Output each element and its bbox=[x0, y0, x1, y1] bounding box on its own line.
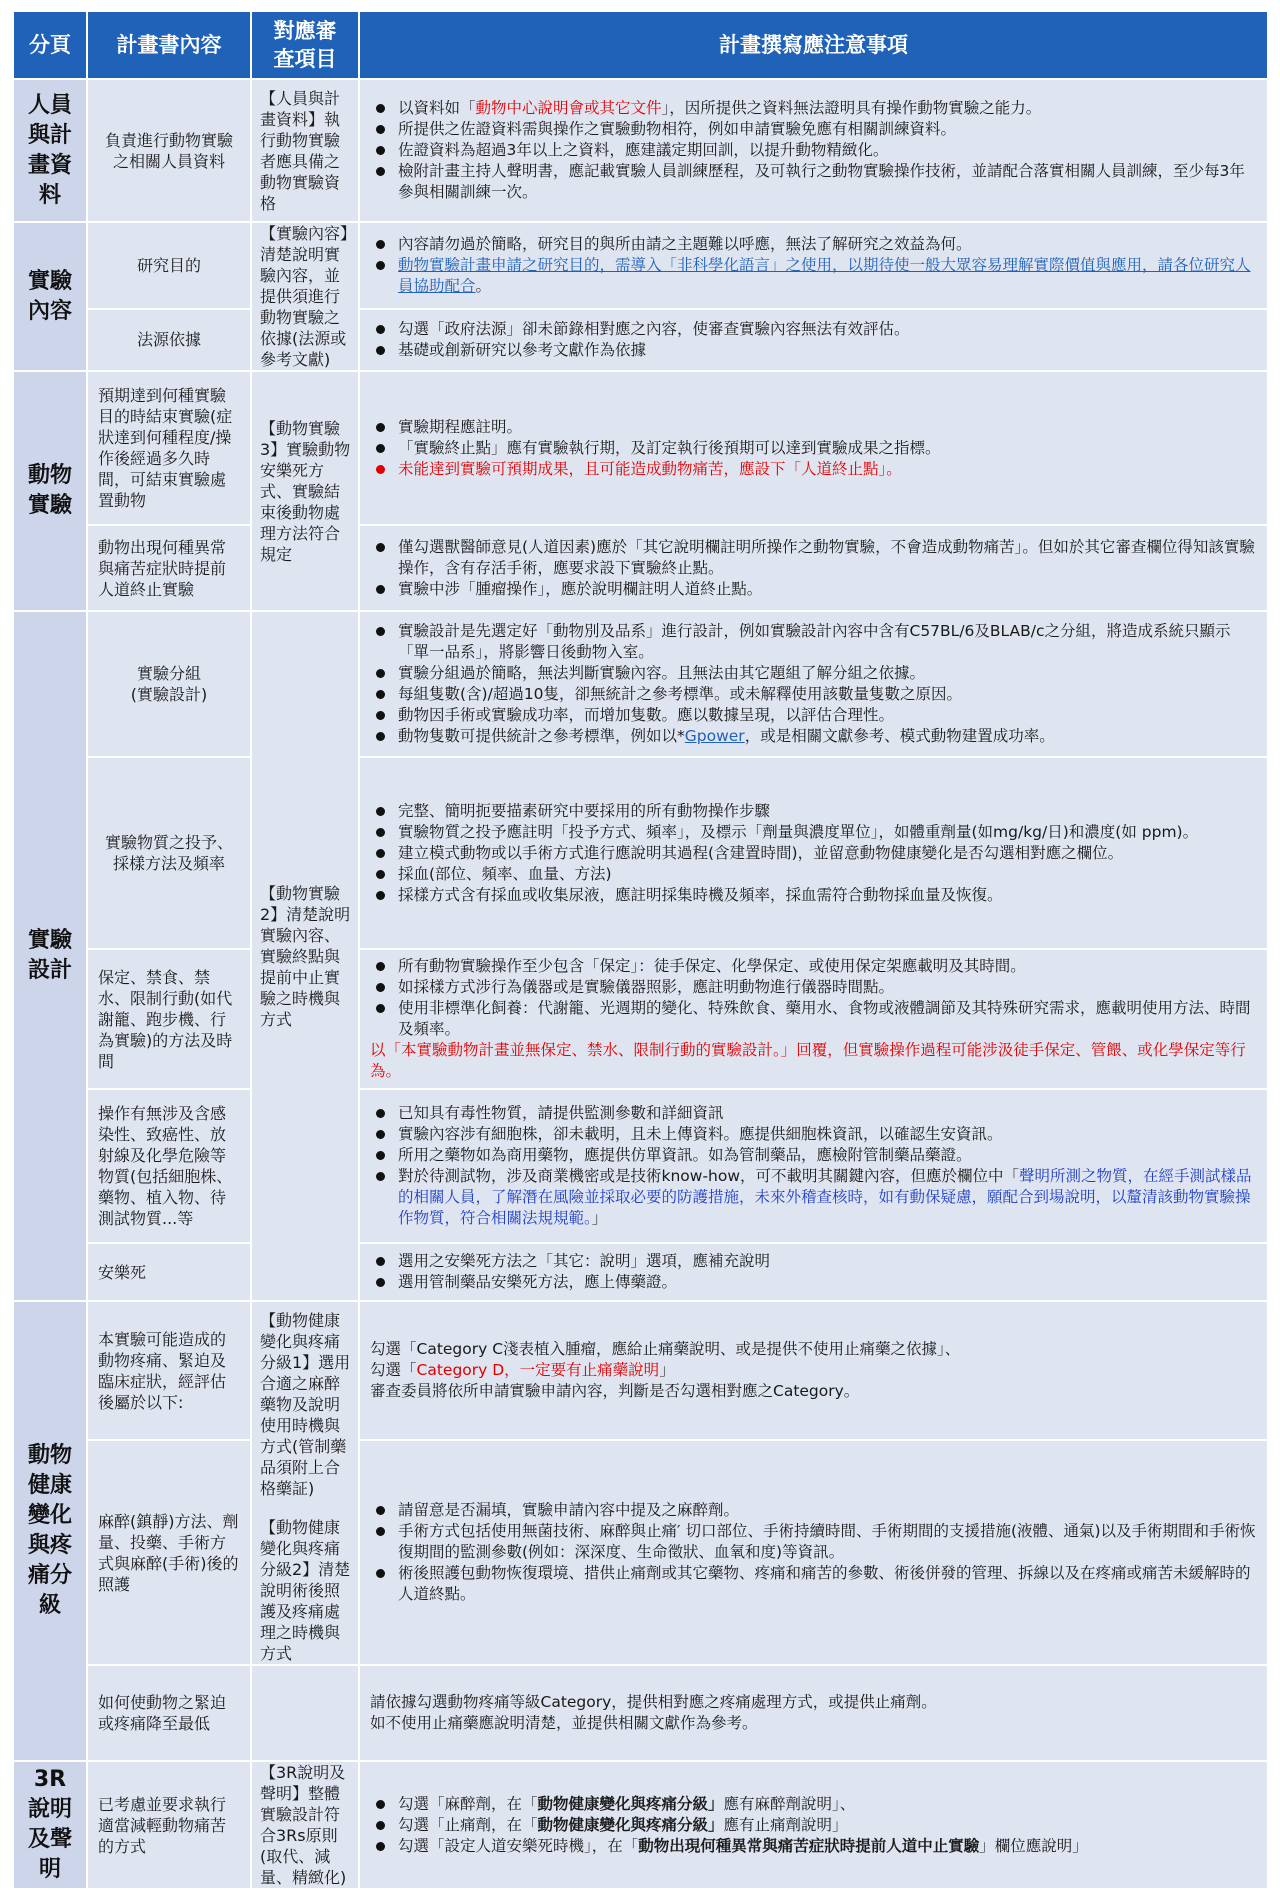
sec2-content-legal: 法源依據 bbox=[87, 309, 251, 371]
sec2-content-purpose: 研究目的 bbox=[87, 222, 251, 309]
sec4-notes-1 bbox=[359, 611, 1268, 757]
sec5-review-1: 【動物健康變化與疼痛分級1】選用合適之麻醉藥物及說明使用時機與方式(管制藥品須附上合格藥証) 【動物健康變化與疼痛分級2】清楚說明術後照護及疼痛處理之時機與方式 bbox=[251, 1301, 359, 1665]
sec6-notes bbox=[359, 1761, 1268, 1889]
sec3-review: 【動物實驗3】實驗動物安樂死方式、實驗結束後動物處理方法符合規定 bbox=[251, 371, 359, 611]
sec2-note-1: 內容請勿過於簡略，研究目的與所由請之主題難以呼應，無法了解研究之效益為何。 bbox=[370, 234, 1259, 255]
header-row bbox=[13, 11, 1268, 79]
sec4-note-10: 採樣方式含有採血或收集尿液，應註明採集時機及頻率，採血需符合動物採血量及恢復。 bbox=[370, 885, 1259, 906]
header-review-item: 對應審查項目 bbox=[251, 11, 359, 79]
sec4-note-1: 實驗設計是先選定好「動物別及品系」進行設計，例如實驗設計內容中含有C57BL/6及BLAB/c之分組，將造成系統只顯示「單一品系」，將影響日後動物入室。 bbox=[370, 621, 1259, 663]
sec2-review: 【實驗內容】清楚說明實驗內容，並提供須進行動物實驗之依據(法源或參考文獻) bbox=[251, 222, 359, 371]
sec5-row-2 bbox=[13, 1440, 1268, 1665]
sec4-note-9: 採血(部位、頻率、血量、方法) bbox=[370, 864, 1259, 885]
sec4-notes-5 bbox=[359, 1243, 1268, 1301]
sec3-content-endpoint: 預期達到何種實驗目的時結束實驗(症狀達到何種程度/操作後經過多久時間，可結束實驗處置動物 bbox=[87, 371, 251, 525]
gpower-link[interactable]: Gpower bbox=[684, 727, 745, 745]
header-notes: 計畫撰寫應注意事項 bbox=[359, 11, 1268, 79]
guideline-table bbox=[12, 10, 1269, 1890]
sec5-page: 動物健康變化與疼痛分級 bbox=[13, 1301, 87, 1761]
sec5-notes-3 bbox=[359, 1665, 1268, 1761]
sec1-content: 負責進行動物實驗之相關人員資料 bbox=[87, 79, 251, 222]
sec5-content-minimize: 如何使動物之緊迫或疼痛降至最低 bbox=[87, 1665, 251, 1761]
sec4-note-3: 每組隻數(含)/超過10隻，卻無統計之參考標準。或未解釋使用該數量隻數之原因。 bbox=[370, 684, 1259, 705]
sec4-note-15: 實驗內容涉有細胞株，卻未載明，且未上傳資料。應提供細胞株資訊，以確認生安資訊。 bbox=[370, 1124, 1259, 1145]
sec5-review-2-spacer bbox=[251, 1665, 359, 1761]
sec4-row-2 bbox=[13, 757, 1268, 949]
sec2-row-1 bbox=[13, 222, 1268, 309]
sec2-nonscience-language-link[interactable]: 動物實驗計畫申請之研究目的，需導入「非科學化語言」之使用，以期待使一般大眾容易理解實際價值與應用，請各位研究人員協助配合 bbox=[398, 255, 1251, 295]
sec1-note-1: 以資料如「動物中心說明會或其它文件」，因所提供之資料無法證明具有操作動物實驗之能力。 bbox=[370, 98, 1259, 119]
sec2-notes-1 bbox=[359, 222, 1268, 309]
sec6-review: 【3R說明及聲明】整體實驗設計符合3Rs原則(取代、減量、精緻化) bbox=[251, 1761, 359, 1889]
sec4-page: 實驗設計 bbox=[13, 611, 87, 1301]
sec4-note-17: 對於待測試物，涉及商業機密或是技術know-how，可不載明其關鍵內容，但應於欄位中「聲明所測之物質，在經手測試樣品的相關人員，了解潛在風險並採取必要的防護措施，未來外稽查核時，如有動保疑慮，願配合到場說明，以釐清該動物實驗操作物質，符合相關法規規範。」 bbox=[370, 1166, 1259, 1229]
sec2-note-3: 勾選「政府法源」卻未節錄相對應之內容，使審查實驗內容無法有效評估。 bbox=[370, 319, 1259, 340]
sec3-note-5: 實驗中涉「腫瘤操作」，應於說明欄註明人道終止點。 bbox=[370, 579, 1259, 600]
sec5-notes-1 bbox=[359, 1301, 1268, 1440]
sec1-note-2: 所提供之佐證資料需與操作之實驗動物相符，例如申請實驗免應有相關訓練資料。 bbox=[370, 119, 1259, 140]
sec3-notes-1 bbox=[359, 371, 1268, 525]
sec4-notes-2 bbox=[359, 757, 1268, 949]
sec1-page: 人員與計畫資料 bbox=[13, 79, 87, 222]
guideline-table-container bbox=[12, 10, 1267, 1890]
sec6-note-1: 勾選「麻醉劑，在「動物健康變化與疼痛分級」應有麻醉劑說明」、 bbox=[370, 1794, 1259, 1815]
sec4-note-14: 已知具有毒性物質，請提供監測參數和詳細資訊 bbox=[370, 1103, 1259, 1124]
sec6-content: 已考慮並要求執行適當減輕動物痛苦的方式 bbox=[87, 1761, 251, 1889]
sec1-note-3: 佐證資料為超過3年以上之資料，應建議定期回訓，以提升動物精緻化。 bbox=[370, 140, 1259, 161]
sec3-note-1: 實驗期程應註明。 bbox=[370, 417, 1259, 438]
sec4-note-11: 所有動物實驗操作至少包含「保定」：徒手保定、化學保定、或使用保定架應載明及其時間。 bbox=[370, 956, 1259, 977]
sec4-note-16: 所用之藥物如為商用藥物，應提供仿單資訊。如為管制藥品，應檢附管制藥品藥證。 bbox=[370, 1145, 1259, 1166]
sec2-notes-2 bbox=[359, 309, 1268, 371]
sec4-content-restraint: 保定、禁食、禁水、限制行動(如代謝籠、跑步機、行為實驗)的方法及時間 bbox=[87, 949, 251, 1089]
sec4-row-3 bbox=[13, 949, 1268, 1089]
sec3-row-2 bbox=[13, 525, 1268, 611]
sec4-note-7: 實驗物質之投予應註明「投予方式、頻率」，及標示「劑量與濃度單位」，如體重劑量(如mg/kg/日)和濃度(如 ppm)。 bbox=[370, 822, 1259, 843]
sec3-page: 動物實驗 bbox=[13, 371, 87, 611]
sec5-row-3 bbox=[13, 1665, 1268, 1761]
sec4-content-grouping: 實驗分組 (實驗設計) bbox=[87, 611, 251, 757]
sec1-row bbox=[13, 79, 1268, 222]
header-page: 分頁 bbox=[13, 11, 87, 79]
sec4-row-4 bbox=[13, 1089, 1268, 1243]
sec5-note-1: 勾選「Category C淺表植入腫瘤，應給止痛藥說明、或是提供不使用止痛藥之依據」、 bbox=[370, 1340, 961, 1359]
sec5-review-2: 【動物健康變化與疼痛分級2】清楚說明術後照護及疼痛處理之時機與方式 bbox=[260, 1518, 351, 1663]
sec4-note-6: 完整、簡明扼要描素研究中要採用的所有動物操作步驟 bbox=[370, 801, 1259, 822]
sec2-row-2 bbox=[13, 309, 1268, 371]
sec4-note-red: 以「本實驗動物計畫並無保定、禁水、限制行動的實驗設計。」回覆，但實驗操作過程可能涉汲徒手保定、管餵、或化學保定等行為。 bbox=[370, 1041, 1246, 1080]
sec5-notes-2 bbox=[359, 1440, 1268, 1665]
sec5-content-pain: 本實驗可能造成的動物疼痛、緊迫及臨床症狀，經評估後屬於以下: bbox=[87, 1301, 251, 1440]
sec5-note-6: 術後照護包動物恢復環境、措供止痛劑或其它藥物、疼痛和痛苦的參數、術後併發的管理、拆線以及在疼痛或痛苦未緩解時的人道終點。 bbox=[370, 1563, 1259, 1605]
sec6-row bbox=[13, 1761, 1268, 1889]
sec3-note-4: 僅勾選獸醫師意見(人道因素)應於「其它說明欄註明所操作之動物實驗，不會造成動物痛苦」。但如於其它審查欄位得知該實驗操作，含有存活手術，應要求設下實驗終止點。 bbox=[370, 537, 1259, 579]
sec4-notes-4 bbox=[359, 1089, 1268, 1243]
sec5-note-3: 審查委員將依所申請實驗申請內容，判斷是否勾選相對應之Category。 bbox=[370, 1382, 860, 1401]
sec1-notes bbox=[359, 79, 1268, 222]
sec2-page: 實驗內容 bbox=[13, 222, 87, 371]
sec4-note-12: 如採樣方式涉行為儀器或是實驗儀器照影，應註明動物進行儀器時間點。 bbox=[370, 977, 1259, 998]
sec5-note-7: 請依據勾選動物疼痛等級Category，提供相對應之疼痛處理方式，或提供止痛劑。 bbox=[370, 1693, 937, 1711]
sec5-note-8: 如不使用止痛藥應說明清楚，並提供相關文獻作為參考。 bbox=[370, 1714, 758, 1732]
sec4-note-5: 動物隻數可提供統計之參考標準，例如以*Gpower，或是相關文獻參考、模式動物建置成功率。 bbox=[370, 726, 1259, 747]
sec4-review: 【動物實驗2】清楚說明實驗內容、實驗終點與提前中止實驗之時機與方式 bbox=[251, 611, 359, 1301]
sec5-note-4: 請留意是否漏填，實驗申請內容中提及之麻醉劑。 bbox=[370, 1500, 1259, 1521]
sec4-content-euthanasia: 安樂死 bbox=[87, 1243, 251, 1301]
sec5-note-5: 手術方式包括使用無菌技術、麻醉與止痛′ 切口部位、手術持續時間、手術期間的支援措施(液體、通氣)以及手術期間和手術恢復期間的監測參數(例如：深深度、生命徵狀、血氧和度)等資訊。 bbox=[370, 1521, 1259, 1563]
sec4-note-13: 使用非標準化飼養：代謝籠、光週期的變化、特殊飲食、藥用水、食物或液體調節及其特殊研究需求，應載明使用方法、時間及頻率。 bbox=[370, 998, 1259, 1040]
header-plan-content: 計畫書內容 bbox=[87, 11, 251, 79]
sec3-notes-2 bbox=[359, 525, 1268, 611]
sec5-row-1 bbox=[13, 1301, 1268, 1440]
sec4-content-hazard: 操作有無涉及含感染性、致癌性、放射線及化學危險等物質(包括細胞株、藥物、植入物、待測試物質...等 bbox=[87, 1089, 251, 1243]
sec6-note-2: 勾選「止痛劑，在「動物健康變化與疼痛分級」應有止痛劑說明」 bbox=[370, 1815, 1259, 1836]
sec4-row-5 bbox=[13, 1243, 1268, 1301]
sec1-note-4: 檢附計畫主持人聲明書，應記載實驗人員訓練歷程，及可執行之動物實驗操作技術，並請配合落實相關人員訓練，至少每3年參與相關訓練一次。 bbox=[370, 161, 1259, 203]
sec3-note-2: 「實驗終止點」應有實驗執行期，及訂定執行後預期可以達到實驗成果之指標。 bbox=[370, 438, 1259, 459]
sec6-note-3: 勾選「設定人道安樂死時機」，在「動物出現何種異常與痛苦症狀時提前人道中止實驗」欄位應說明」 bbox=[370, 1836, 1259, 1857]
sec6-page: 3R說明及聲明 bbox=[13, 1761, 87, 1889]
sec4-note-18: 選用之安樂死方法之「其它：說明」選項，應補充說明 bbox=[370, 1251, 1259, 1272]
sec5-content-anesthesia: 麻醉(鎮靜)方法、劑量、投藥、手術方式與麻醉(手術)後的照護 bbox=[87, 1440, 251, 1665]
sec4-row-1 bbox=[13, 611, 1268, 757]
sec4-note-8: 建立模式動物或以手術方式進行應說明其過程(含建置時間)，並留意動物健康變化是否勾選相對應之欄位。 bbox=[370, 843, 1259, 864]
sec5-note-2: 勾選「Category D，一定要有止痛藥說明」 bbox=[370, 1361, 675, 1380]
sec4-note-4: 動物因手術或實驗成功率，而增加隻數。應以數據呈現，以評估合理性。 bbox=[370, 705, 1259, 726]
sec2-note-4: 基礎或創新研究以參考文獻作為依據 bbox=[370, 340, 1259, 361]
sec4-content-dosing: 實驗物質之投予、採樣方法及頻率 bbox=[87, 757, 251, 949]
sec2-note-2: 動物實驗計畫申請之研究目的，需導入「非科學化語言」之使用，以期待使一般大眾容易理解實際價值與應用，請各位研究人員協助配合。 bbox=[370, 255, 1259, 297]
sec4-notes-3 bbox=[359, 949, 1268, 1089]
sec1-review: 【人員與計畫資料】執行動物實驗者應具備之動物實驗資格 bbox=[251, 79, 359, 222]
sec4-note-2: 實驗分組過於簡略，無法判斷實驗內容。且無法由其它題組了解分組之依據。 bbox=[370, 663, 1259, 684]
sec3-content-humane: 動物出現何種異常與痛苦症狀時提前人道終止實驗 bbox=[87, 525, 251, 611]
sec4-note-19: 選用管制藥品安樂死方法，應上傳藥證。 bbox=[370, 1272, 1259, 1293]
sec3-note-3: 未能達到實驗可預期成果，且可能造成動物痛苦，應設下「人道終止點」。 bbox=[370, 459, 1259, 480]
sec3-row-1 bbox=[13, 371, 1268, 525]
